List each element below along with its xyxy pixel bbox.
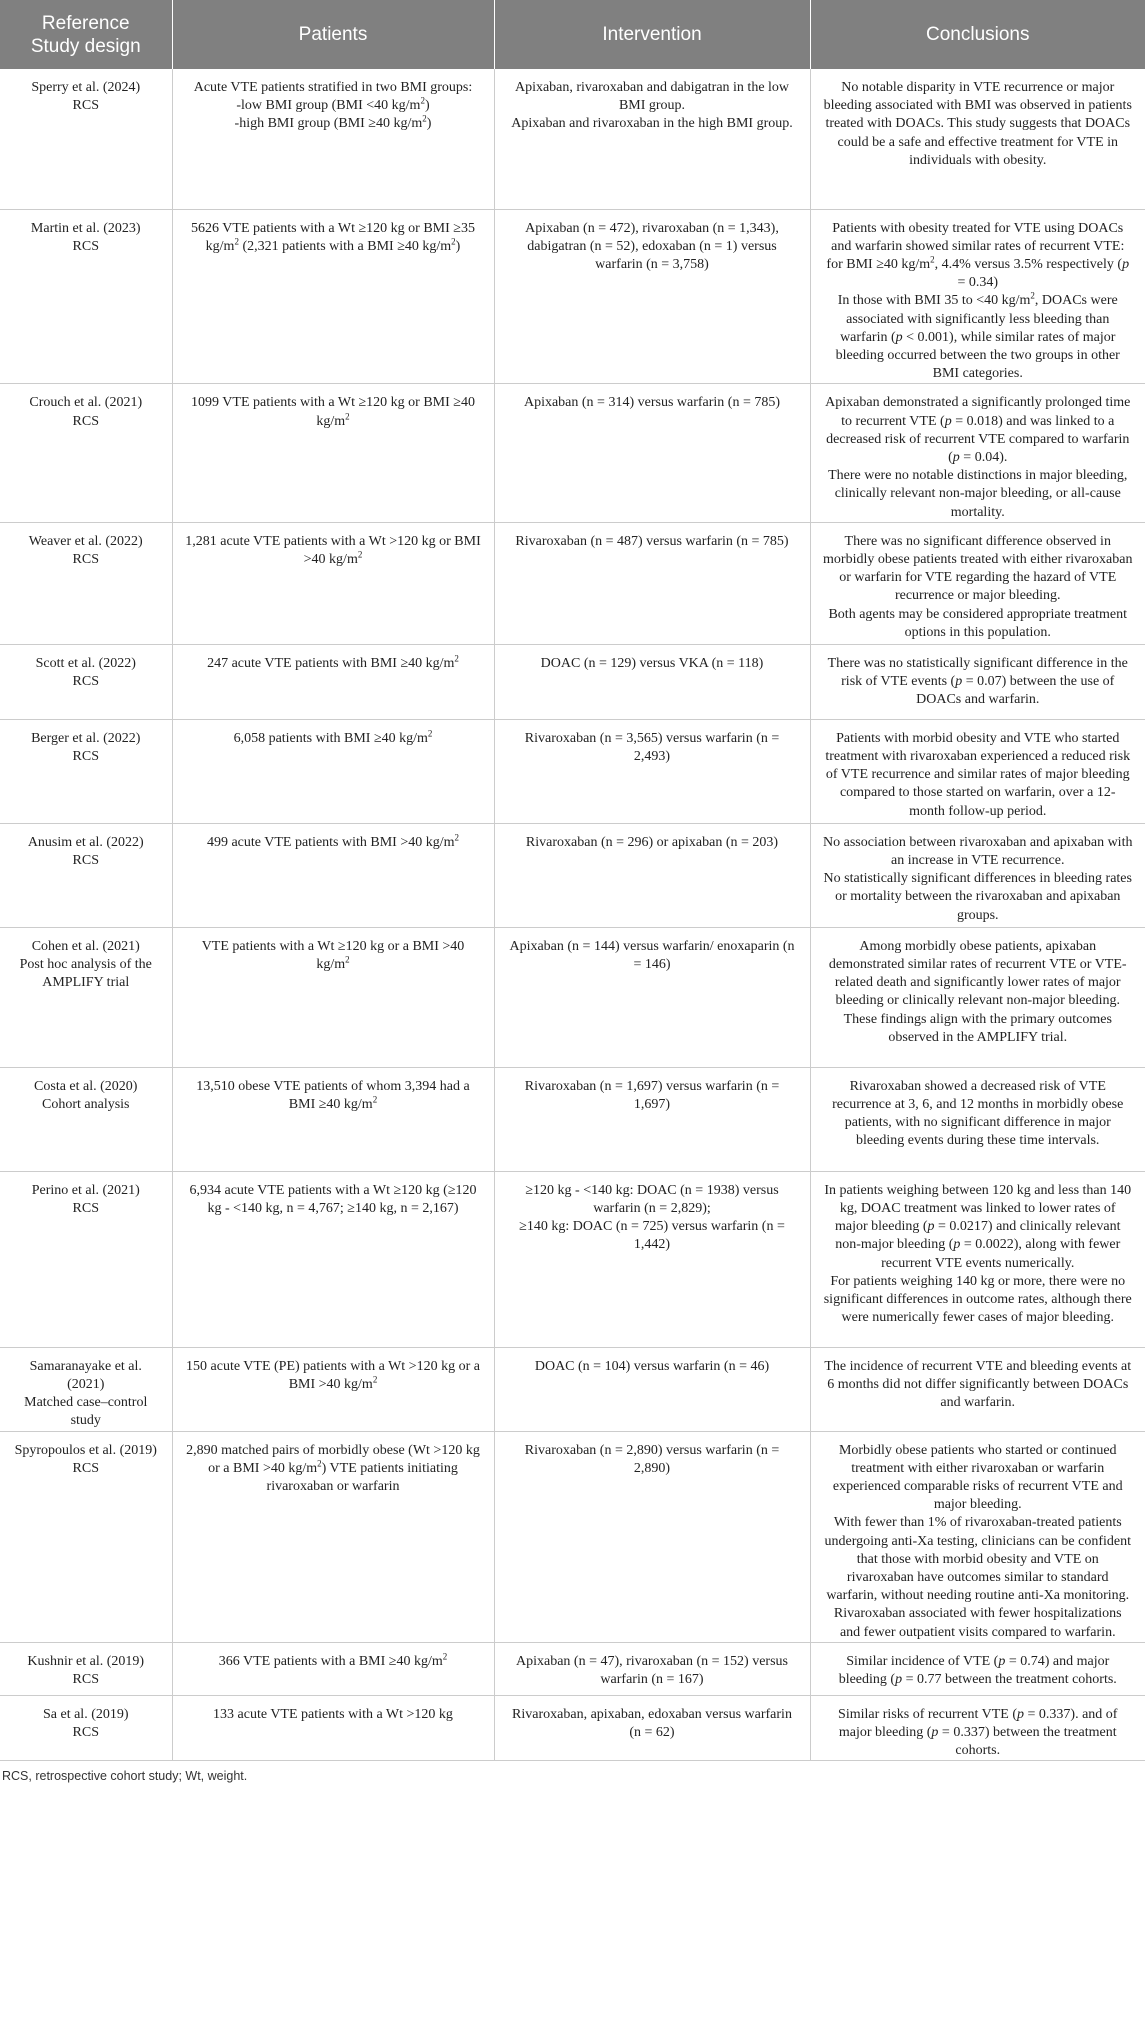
conclusions-cell: [810, 1067, 1145, 1171]
reference-cell-text: Matched case–control study: [24, 1395, 148, 1429]
table-body: [0, 69, 1145, 1761]
reference-cell-text: Post hoc analysis of the AMPLIFY trial: [19, 956, 152, 991]
intervention-cell: [494, 823, 810, 927]
intervention-cell-text: DOAC (n = 129) versus VKA (n = 118): [540, 655, 764, 671]
intervention-cell-text: Apixaban (n = 144) versus warfarin/ enoxaparin (n = 146): [509, 938, 795, 972]
reference-cell-text: Weaver et al. (2022): [28, 533, 143, 549]
reference-cell: [0, 1431, 172, 1642]
table-row: [0, 927, 1145, 1067]
conclusions-cell-text: Apixaban demonstrated a significantly prolonged time to recurrent VTE (p = 0.018) and was linked to a decreased risk of recurrent VTE compared to warfarin (p = 0.04).: [825, 395, 1131, 465]
reference-cell: [0, 644, 172, 719]
reference-cell-text: RCS: [72, 673, 99, 689]
intervention-cell: [494, 1067, 810, 1171]
patients-cell: [172, 644, 494, 719]
conclusions-cell-text: The incidence of recurrent VTE and bleeding events at 6 months did not differ significantly between DOACs and warfarin.: [824, 1358, 1132, 1411]
patients-cell-text: 2,890 matched pairs of morbidly obese (Wt >120 kg or a BMI >40 $kg/m^2$) VTE patients initiating rivaroxaban or warfarin: [186, 1442, 480, 1494]
patients-cell: [172, 1642, 494, 1695]
conclusions-cell-text: In those with BMI 35 to <40 $kg/m^2$, DOACs were associated with significantly less bleeding than warfarin (p < 0.001), while similar rates of major bleeding occurred between the two groups in other BMI categories.: [835, 290, 1120, 382]
conclusions-cell: [810, 209, 1145, 384]
patients-cell: [172, 1347, 494, 1431]
conclusions-cell-text: No association between rivaroxaban and apixaban with an increase in VTE recurrence.: [823, 834, 1133, 868]
patients-cell: [172, 69, 494, 209]
intervention-cell-text: Apixaban and rivaroxaban in the high BMI group.: [511, 116, 793, 132]
conclusions-cell-text: These findings align with the primary outcomes observed in the AMPLIFY trial.: [843, 1011, 1112, 1045]
patients-cell-text: VTE patients with a Wt ≥120 kg or a BMI >40 $kg/m^2$: [201, 938, 465, 972]
header-patients: Patients: [172, 0, 494, 69]
intervention-cell-text: Rivaroxaban (n = 487) versus warfarin (n = 785): [515, 533, 789, 549]
patients-cell-text: 366 VTE patients with a BMI ≥40 $kg/m^2$: [218, 1651, 448, 1669]
reference-cell-text: Cohen et al. (2021): [31, 938, 140, 954]
table-row: [0, 1347, 1145, 1431]
conclusions-cell-text: There was no statistically significant difference in the risk of VTE events (p = 0.07) between the use of DOACs and warfarin.: [827, 655, 1128, 708]
conclusions-cell: [810, 69, 1145, 209]
reference-cell-text: Cohort analysis: [42, 1096, 130, 1112]
intervention-cell: [494, 927, 810, 1067]
reference-cell-text: Berger et al. (2022): [31, 730, 141, 746]
table-row: [0, 719, 1145, 823]
table-row: [0, 1171, 1145, 1347]
intervention-cell-text: ≥120 kg - <140 kg: DOAC (n = 1938) versus warfarin (n = 2,829);: [525, 1182, 779, 1216]
patients-cell-text: 13,510 obese VTE patients of whom 3,394 had a BMI ≥40 $kg/m^2$: [196, 1078, 470, 1112]
reference-cell: [0, 823, 172, 927]
conclusions-cell: [810, 522, 1145, 644]
reference-cell-text: RCS: [72, 1672, 99, 1687]
reference-cell-text: Anusim et al. (2022): [27, 834, 144, 850]
reference-cell-text: RCS: [72, 98, 99, 114]
reference-cell: [0, 1171, 172, 1347]
header-reference: [0, 0, 172, 69]
intervention-cell: [494, 1431, 810, 1642]
conclusions-cell: [810, 1431, 1145, 1642]
patients-cell: [172, 522, 494, 644]
intervention-cell: [494, 1642, 810, 1695]
intervention-cell: [494, 1347, 810, 1431]
patients-cell-text: 247 acute VTE patients with BMI ≥40 $kg/m^2$: [207, 653, 459, 671]
patients-cell: [172, 1695, 494, 1761]
conclusions-cell-text: In patients weighing between 120 kg and less than 140 kg, DOAC treatment was linked to lower rates of major bleeding (p = 0.0217) and clinically relevant non-major bleeding (p = 0.0022), along with fewer recurrent VTE events numerically.: [824, 1182, 1132, 1271]
reference-cell-text: RCS: [72, 238, 99, 254]
table-footnote: RCS, retrospective cohort study; Wt, weight.: [2, 1769, 248, 1784]
reference-cell-text: RCS: [72, 551, 99, 567]
reference-cell: [0, 1695, 172, 1761]
reference-cell: [0, 522, 172, 644]
intervention-cell: [494, 384, 810, 522]
reference-cell-text: Samaranayake et al. (2021): [29, 1358, 142, 1392]
header-intervention: Intervention: [494, 0, 810, 69]
reference-cell: [0, 69, 172, 209]
patients-cell-text: 5626 VTE patients with a Wt ≥120 kg or BMI ≥35 $kg/m^2$ (2,321 patients with a BMI ≥40 $kg/m^2$): [191, 220, 475, 254]
intervention-cell-text: ≥140 kg: DOAC (n = 725) versus warfarin (n = 1,442): [519, 1219, 785, 1253]
intervention-cell-text: Rivaroxaban (n = 2,890) versus warfarin (n = 2,890): [524, 1442, 780, 1476]
conclusions-cell-text: With fewer than 1% of rivaroxaban-treated patients undergoing anti-Xa testing, clinicians can be confident that those with morbid obesity and VTE on rivaroxaban have outcomes similar to standard warfarin, without needing routine anti-Xa monitoring.: [824, 1515, 1131, 1604]
table-row: [0, 644, 1145, 719]
conclusions-cell-text: Rivaroxaban showed a decreased risk of VTE recurrence at 3, 6, and 12 months in morbidly obese patients, with no significant difference in major bleeding events during these time intervals.: [832, 1078, 1124, 1149]
reference-cell: [0, 1347, 172, 1431]
intervention-cell: [494, 1695, 810, 1761]
reference-cell: [0, 719, 172, 823]
patients-cell-text: Acute VTE patients stratified in two BMI groups:: [193, 80, 473, 95]
table-row: [0, 69, 1145, 209]
intervention-cell-text: Rivaroxaban (n = 296) or apixaban (n = 203): [525, 834, 779, 850]
conclusions-cell-text: No notable disparity in VTE recurrence or major bleeding associated with BMI was observed in patients treated with DOACs. This study suggests that DOACs could be a safe and effective treatment for VTE in individuals with obesity.: [823, 80, 1132, 168]
intervention-cell-text: Apixaban (n = 314) versus warfarin (n = 785): [523, 395, 781, 411]
patients-cell-text: 6,934 acute VTE patients with a Wt ≥120 kg (≥120 kg - <140 kg, n = 4,767; ≥140 kg, n = 2,167): [189, 1182, 477, 1216]
intervention-cell-text: Apixaban, rivaroxaban and dabigatran in the low BMI group.: [514, 80, 790, 114]
conclusions-cell: [810, 1171, 1145, 1347]
conclusions-cell-text: Patients with obesity treated for VTE using DOACs and warfarin showed similar rates of recurrent VTE: for BMI ≥40 $kg/m^2$, 4.4% versus 3.5% respectively (p = 0.34): [826, 220, 1130, 291]
table-row: [0, 384, 1145, 522]
conclusions-cell-text: No statistically significant differences in bleeding rates or mortality between the rivaroxaban and apixaban groups.: [823, 871, 1132, 923]
table-row: [0, 823, 1145, 927]
conclusions-cell-text: There was no significant difference observed in morbidly obese patients treated with either rivaroxaban or warfarin for VTE regarding the hazard of VTE recurrence or major bleeding.: [823, 533, 1133, 604]
reference-cell-text: Crouch et al. (2021): [29, 395, 143, 411]
patients-cell-text: 133 acute VTE patients with a Wt >120 kg: [213, 1706, 453, 1722]
reference-cell-text: Martin et al. (2023): [30, 220, 141, 236]
conclusions-cell: [810, 927, 1145, 1067]
conclusions-cell-text: Both agents may be considered appropriate treatment options in this population.: [828, 606, 1128, 640]
reference-cell-text: Scott et al. (2022): [35, 655, 136, 671]
patients-cell: [172, 719, 494, 823]
reference-cell: [0, 384, 172, 522]
header-conclusions: Conclusions: [810, 0, 1145, 69]
reference-cell-text: RCS: [72, 413, 99, 429]
table-row: [0, 522, 1145, 644]
reference-cell-text: RCS: [72, 1460, 99, 1476]
patients-cell: [172, 1431, 494, 1642]
intervention-cell: [494, 209, 810, 384]
patients-cell: [172, 1171, 494, 1347]
reference-cell-text: Sperry et al. (2024): [31, 80, 141, 95]
reference-cell: [0, 927, 172, 1067]
patients-cell: [172, 927, 494, 1067]
conclusions-cell-text: Patients with morbid obesity and VTE who started treatment with rivaroxaban experienced a reduced risk of VTE recurrence and similar rates of major bleeding compared to those started on warfarin, over a 12-month follow-up period.: [825, 730, 1131, 819]
intervention-cell: [494, 644, 810, 719]
reference-cell-text: Sa et al. (2019): [42, 1706, 129, 1722]
intervention-cell-text: DOAC (n = 104) versus warfarin (n = 46): [534, 1358, 770, 1374]
intervention-cell-text: Apixaban (n = 472), rivaroxaban (n = 1,343), dabigatran (n = 52), edoxaban (n = 1) versus warfarin (n = 3,758): [525, 220, 779, 272]
intervention-cell: [494, 522, 810, 644]
intervention-cell-text: Rivaroxaban (n = 1,697) versus warfarin (n = 1,697): [524, 1078, 780, 1112]
conclusions-cell: [810, 1642, 1145, 1695]
patients-cell: [172, 384, 494, 522]
conclusions-cell-text: Among morbidly obese patients, apixaban demonstrated similar rates of recurrent VTE or VTE-related death and significantly lower rates of major bleeding or clinically relevant non-major bleeding.: [828, 938, 1127, 1009]
intervention-cell-text: Rivaroxaban, apixaban, edoxaban versus warfarin (n = 62): [512, 1706, 792, 1740]
reference-cell-text: Costa et al. (2020): [34, 1078, 138, 1094]
table-row: [0, 1695, 1145, 1761]
patients-cell: [172, 209, 494, 384]
patients-cell-text: 1,281 acute VTE patients with a Wt >120 kg or BMI >40 $kg/m^2$: [185, 533, 481, 567]
conclusions-cell: [810, 1347, 1145, 1431]
conclusions-cell: [810, 719, 1145, 823]
reference-cell: [0, 1067, 172, 1171]
reference-cell-text: RCS: [72, 748, 99, 764]
conclusions-cell: [810, 644, 1145, 719]
table-row: [0, 209, 1145, 384]
patients-cell-text: -low BMI group (BMI <40 $kg/m^2$): [236, 95, 430, 114]
reference-cell-text: Spyropoulos et al. (2019): [14, 1442, 157, 1458]
reference-cell: [0, 209, 172, 384]
conclusions-cell-text: Similar risks of recurrent VTE (p = 0.337). and of major bleeding (p = 0.337) between the treatment cohorts.: [838, 1706, 1118, 1759]
conclusions-cell: [810, 384, 1145, 522]
reference-cell-text: RCS: [72, 1200, 99, 1216]
reference-cell-text: Kushnir et al. (2019): [27, 1653, 145, 1669]
patients-cell-text: 6,058 patients with BMI ≥40 $kg/m^2$: [233, 728, 433, 746]
reference-cell-text: Perino et al. (2021): [31, 1182, 140, 1198]
table-row: [0, 1431, 1145, 1642]
patients-cell: [172, 823, 494, 927]
conclusions-cell-text: Similar incidence of VTE (p = 0.74) and major bleeding (p = 0.77 between the treatment cohorts.: [838, 1653, 1117, 1687]
patients-cell-text: -high BMI group (BMI ≥40 $kg/m^2$): [234, 113, 432, 132]
table-header: [0, 0, 1145, 69]
patients-cell: [172, 1067, 494, 1171]
patients-cell-text: 150 acute VTE (PE) patients with a Wt >120 kg or a BMI >40 $kg/m^2$: [186, 1358, 480, 1392]
header-reference-line1: Reference: [41, 12, 130, 34]
table-row: [0, 1642, 1145, 1695]
header-reference-line2: Study design: [30, 35, 141, 57]
table-row: [0, 1067, 1145, 1171]
reference-cell-text: RCS: [72, 852, 99, 868]
intervention-cell: [494, 1171, 810, 1347]
patients-cell-text: 499 acute VTE patients with BMI >40 $kg/m^2$: [206, 832, 460, 850]
conclusions-cell: [810, 823, 1145, 927]
intervention-cell: [494, 69, 810, 209]
conclusions-cell-text: For patients weighing 140 kg or more, there were no significant differences in outcome rates, although there were numerically fewer cases of major bleeding.: [823, 1273, 1132, 1326]
intervention-cell-text: Apixaban (n = 47), rivaroxaban (n = 152) versus warfarin (n = 167): [516, 1653, 788, 1687]
conclusions-cell-text: There were no notable distinctions in major bleeding, clinically relevant non-major bleeding, or all-cause mortality.: [828, 468, 1128, 520]
conclusions-cell-text: Morbidly obese patients who started or continued treatment with either rivaroxaban or warfarin experienced comparable risks of recurrent VTE and major bleeding.: [832, 1442, 1123, 1513]
reference-cell: [0, 1642, 172, 1695]
intervention-cell-text: Rivaroxaban (n = 3,565) versus warfarin (n = 2,493): [524, 730, 780, 764]
conclusions-cell: [810, 1695, 1145, 1761]
conclusions-cell-text: Rivaroxaban associated with fewer hospitalizations and fewer outpatient visits compared to warfarin.: [833, 1606, 1122, 1640]
patients-cell-text: 1099 VTE patients with a Wt ≥120 kg or BMI ≥40 $kg/m^2$: [191, 395, 475, 429]
intervention-cell: [494, 719, 810, 823]
reference-cell-text: RCS: [72, 1725, 99, 1740]
